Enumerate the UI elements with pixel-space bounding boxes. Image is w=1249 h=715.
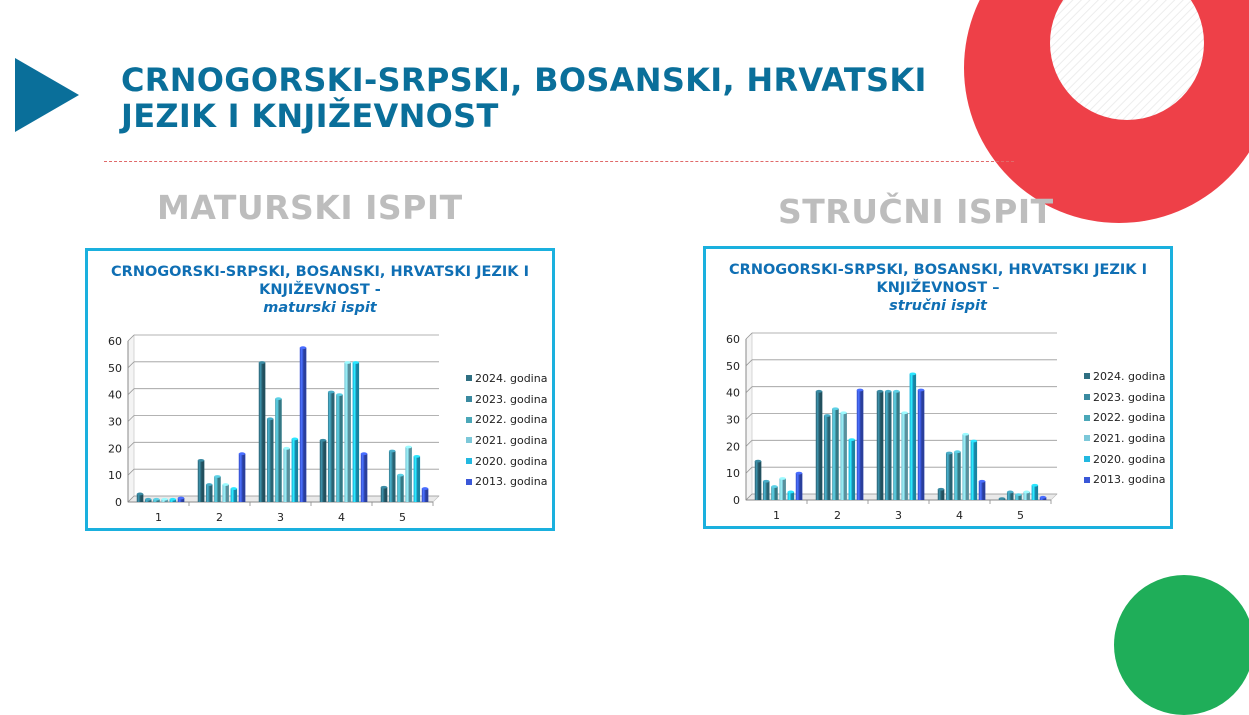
bar bbox=[414, 455, 421, 502]
bar-cap bbox=[946, 452, 953, 455]
bar-cap bbox=[381, 486, 388, 489]
bar-shade bbox=[295, 439, 298, 502]
y-tick-label: 20 bbox=[726, 440, 740, 454]
bar-highlight bbox=[756, 461, 757, 500]
legend-swatch bbox=[466, 417, 472, 423]
bar-shade bbox=[982, 481, 985, 500]
bar-highlight bbox=[207, 485, 208, 502]
bar-cap bbox=[300, 346, 307, 349]
bar-shade bbox=[819, 391, 822, 500]
bar bbox=[946, 452, 953, 500]
bar-cap bbox=[153, 498, 160, 501]
bar bbox=[328, 391, 335, 502]
legend-label: 2023. godina bbox=[1093, 390, 1166, 404]
bar-highlight bbox=[423, 489, 424, 502]
bar-cap bbox=[283, 447, 290, 450]
bar bbox=[857, 389, 864, 500]
bar bbox=[971, 440, 978, 500]
legend-label: 2023. godina bbox=[475, 392, 548, 406]
bar-shade bbox=[356, 362, 359, 502]
bar bbox=[239, 452, 246, 502]
x-tick-label: 4 bbox=[956, 509, 963, 522]
bar bbox=[137, 493, 144, 502]
bar bbox=[779, 477, 786, 500]
heading-strucni-ispit: STRUČNI ISPIT bbox=[778, 192, 1054, 231]
legend-swatch bbox=[1084, 415, 1090, 421]
bar-highlight bbox=[199, 460, 200, 502]
bar-shade bbox=[234, 489, 237, 502]
bar-cap bbox=[971, 440, 978, 443]
bar-cap bbox=[275, 397, 282, 400]
bar-shade bbox=[401, 475, 404, 502]
bar-shade bbox=[1035, 485, 1038, 500]
y-tick-label: 50 bbox=[108, 361, 122, 375]
bar-shade bbox=[201, 460, 204, 502]
bar-highlight bbox=[276, 399, 277, 502]
bar-highlight bbox=[886, 391, 887, 500]
bar bbox=[206, 483, 213, 502]
bar-shade bbox=[828, 415, 831, 500]
title-divider bbox=[104, 161, 1014, 162]
legend-swatch bbox=[1084, 477, 1090, 483]
bar-highlight bbox=[1033, 485, 1034, 500]
bar bbox=[283, 447, 290, 502]
bar-cap bbox=[137, 493, 144, 496]
bar-highlight bbox=[268, 419, 269, 502]
bar-cap bbox=[239, 452, 246, 455]
bar-shade bbox=[287, 448, 290, 502]
legend-item bbox=[1084, 407, 1165, 428]
bar bbox=[816, 390, 823, 500]
legend-label: 2020. godina bbox=[475, 454, 548, 468]
bar-cap bbox=[414, 455, 421, 458]
bar-cap bbox=[910, 372, 917, 375]
x-tick-label: 1 bbox=[773, 509, 780, 522]
chart-title-main: CRNOGORSKI-SRPSKI, BOSANSKI, HRVATSKI JEZIK I KNJIŽEVNOST - bbox=[111, 264, 529, 298]
bar bbox=[877, 390, 884, 500]
bar-highlight bbox=[894, 391, 895, 500]
bar bbox=[788, 491, 795, 500]
bar-cap bbox=[389, 450, 396, 453]
bar bbox=[292, 438, 299, 502]
bar bbox=[999, 497, 1006, 500]
bar-cap bbox=[1015, 493, 1022, 496]
y-tick-label: 10 bbox=[726, 467, 740, 481]
slide-title: CRNOGORSKI-SRPSKI, BOSANSKI, HRVATSKI JEZIK I KNJIŽEVNOST bbox=[121, 61, 927, 135]
bar-shade bbox=[799, 473, 802, 500]
bar-cap bbox=[918, 389, 925, 392]
chart-maturski bbox=[85, 248, 555, 531]
y-tick-label: 0 bbox=[733, 494, 740, 507]
bar bbox=[381, 486, 388, 502]
bar bbox=[1040, 496, 1047, 500]
x-tick-label: 1 bbox=[155, 511, 162, 524]
bar-cap bbox=[397, 474, 404, 477]
bar-highlight bbox=[346, 362, 347, 502]
bar-cap bbox=[763, 480, 770, 483]
bar-shade bbox=[889, 391, 892, 500]
bar-highlight bbox=[772, 487, 773, 500]
heading-maturski-ispit: MATURSKI ISPIT bbox=[157, 188, 463, 227]
bar bbox=[320, 439, 327, 502]
bar-cap bbox=[938, 488, 945, 491]
bar-cap bbox=[292, 438, 299, 441]
bar bbox=[336, 393, 343, 502]
bar-cap bbox=[1007, 491, 1014, 494]
y-tick-label: 60 bbox=[726, 333, 740, 346]
bar bbox=[397, 474, 404, 502]
bar bbox=[344, 361, 351, 502]
legend-label: 2022. godina bbox=[1093, 411, 1166, 425]
x-tick-label: 4 bbox=[338, 511, 345, 524]
bar-shade bbox=[905, 413, 908, 500]
bar-shade bbox=[364, 454, 367, 502]
legend-item bbox=[1084, 428, 1165, 449]
legend-swatch bbox=[1084, 394, 1090, 400]
bar-cap bbox=[405, 446, 412, 449]
bar-shade bbox=[218, 477, 221, 502]
bar-shade bbox=[966, 434, 969, 500]
bar bbox=[161, 498, 168, 502]
bar-cap bbox=[954, 450, 961, 453]
bar-cap bbox=[145, 498, 152, 501]
bar-cap bbox=[178, 497, 185, 500]
bar-highlight bbox=[329, 392, 330, 502]
bar-shade bbox=[226, 485, 229, 502]
bar bbox=[962, 433, 969, 500]
green-circle-decoration bbox=[1114, 575, 1249, 715]
legend-item bbox=[466, 389, 547, 410]
bar-highlight bbox=[825, 415, 826, 500]
legend-label: 2020. godina bbox=[1093, 452, 1166, 466]
bar bbox=[153, 498, 160, 502]
bar bbox=[198, 459, 205, 502]
bar bbox=[954, 450, 961, 500]
bar-cap bbox=[979, 480, 986, 483]
bar-shade bbox=[271, 419, 274, 502]
bar-shade bbox=[775, 487, 778, 500]
bar-cap bbox=[361, 452, 368, 455]
legend-swatch bbox=[466, 479, 472, 485]
bar bbox=[1015, 493, 1022, 500]
legend-item bbox=[466, 451, 547, 472]
bar-cap bbox=[849, 438, 856, 441]
bar-cap bbox=[231, 487, 238, 490]
bar-shade bbox=[852, 440, 855, 500]
legend-swatch bbox=[466, 375, 472, 381]
bar-cap bbox=[170, 498, 177, 501]
bar-highlight bbox=[240, 454, 241, 502]
bar-cap bbox=[824, 414, 831, 417]
legend-item bbox=[466, 471, 547, 492]
bar-highlight bbox=[797, 473, 798, 500]
bar-highlight bbox=[964, 434, 965, 500]
bar-cap bbox=[1023, 491, 1030, 494]
y-tick-label: 40 bbox=[726, 386, 740, 400]
bar-shade bbox=[758, 461, 761, 500]
bar bbox=[170, 498, 177, 502]
bar bbox=[389, 450, 396, 502]
bar-shade bbox=[958, 452, 961, 500]
bar-shade bbox=[323, 440, 326, 502]
bar-shade bbox=[409, 447, 412, 502]
bar-shade bbox=[340, 395, 343, 502]
bar bbox=[361, 452, 368, 502]
legend-label: 2013. godina bbox=[1093, 473, 1166, 487]
red-ring-decoration bbox=[964, 0, 1249, 223]
bar-cap bbox=[267, 417, 274, 420]
chart-title-sub: stručni ispit bbox=[889, 298, 987, 314]
bar bbox=[275, 397, 282, 502]
bar-highlight bbox=[362, 454, 363, 502]
bar bbox=[832, 407, 839, 500]
bar-shade bbox=[279, 399, 282, 502]
bar-shade bbox=[210, 485, 213, 502]
bar-highlight bbox=[382, 487, 383, 502]
bar bbox=[353, 361, 360, 502]
bar bbox=[849, 438, 856, 500]
bar-cap bbox=[893, 390, 900, 393]
y-tick-label: 0 bbox=[115, 496, 122, 509]
legend-item bbox=[466, 430, 547, 451]
bar-highlight bbox=[947, 453, 948, 500]
bar-cap bbox=[422, 487, 429, 490]
legend-swatch bbox=[1084, 456, 1090, 462]
x-tick-label: 2 bbox=[216, 511, 223, 524]
bar-shade bbox=[836, 409, 839, 500]
bar-cap bbox=[328, 391, 335, 394]
bar bbox=[1032, 484, 1039, 500]
bar-highlight bbox=[285, 448, 286, 502]
bar bbox=[979, 480, 986, 500]
y-tick-label: 30 bbox=[108, 415, 122, 429]
bar-cap bbox=[344, 361, 351, 364]
bar-cap bbox=[832, 407, 839, 410]
bar-highlight bbox=[878, 391, 879, 500]
bar-cap bbox=[877, 390, 884, 393]
play-arrow-icon bbox=[15, 58, 79, 132]
chart-legend bbox=[1084, 366, 1165, 490]
bar-shade bbox=[950, 453, 953, 500]
bar-cap bbox=[885, 390, 892, 393]
bar-cap bbox=[796, 472, 803, 475]
y-tick-label: 30 bbox=[726, 413, 740, 427]
bar-shade bbox=[384, 487, 387, 502]
legend-item bbox=[1084, 387, 1165, 408]
bar-shade bbox=[844, 413, 847, 500]
bar-highlight bbox=[939, 489, 940, 500]
bar-shade bbox=[921, 390, 924, 500]
chart-title-main: CRNOGORSKI-SRPSKI, BOSANSKI, HRVATSKI JEZIK I KNJIŽEVNOST – bbox=[729, 262, 1147, 296]
bar-highlight bbox=[817, 391, 818, 500]
legend-swatch bbox=[466, 437, 472, 443]
bar-highlight bbox=[415, 456, 416, 502]
bar-cap bbox=[198, 459, 205, 462]
bar-highlight bbox=[858, 390, 859, 500]
bar bbox=[840, 411, 847, 500]
bar-cap bbox=[206, 483, 213, 486]
bar bbox=[918, 389, 925, 500]
legend-item bbox=[1084, 449, 1165, 470]
y-tick-label: 60 bbox=[108, 335, 122, 348]
bar-highlight bbox=[398, 475, 399, 502]
bar bbox=[938, 488, 945, 500]
bar-shade bbox=[417, 456, 420, 502]
bar-shade bbox=[880, 391, 883, 500]
bar-highlight bbox=[390, 451, 391, 502]
bar-highlight bbox=[260, 362, 261, 502]
bar bbox=[1007, 491, 1014, 500]
bar bbox=[910, 372, 917, 500]
bar-shade bbox=[860, 390, 863, 500]
bar-cap bbox=[816, 390, 823, 393]
y-tick-label: 50 bbox=[726, 359, 740, 373]
bar-highlight bbox=[354, 362, 355, 502]
bar-shade bbox=[941, 489, 944, 500]
bar-shade bbox=[913, 374, 916, 500]
bar-shade bbox=[332, 392, 335, 502]
bar-cap bbox=[259, 361, 266, 364]
legend-item bbox=[466, 368, 547, 389]
legend-swatch bbox=[1084, 373, 1090, 379]
legend-label: 2024. godina bbox=[475, 371, 548, 385]
bar-highlight bbox=[293, 439, 294, 502]
legend-label: 2021. godina bbox=[1093, 431, 1166, 445]
bar-highlight bbox=[911, 374, 912, 500]
bar bbox=[222, 483, 229, 502]
bar bbox=[178, 497, 185, 502]
bar-cap bbox=[999, 497, 1006, 500]
bar-highlight bbox=[407, 447, 408, 502]
bar-cap bbox=[779, 477, 786, 480]
chart-title-sub: maturski ispit bbox=[263, 300, 377, 316]
bar bbox=[259, 361, 266, 502]
bar bbox=[267, 417, 274, 502]
bar bbox=[796, 472, 803, 500]
bar-cap bbox=[222, 483, 229, 486]
bar-shade bbox=[262, 362, 265, 502]
bar-highlight bbox=[980, 481, 981, 500]
legend-item bbox=[1084, 366, 1165, 387]
bar-cap bbox=[320, 439, 327, 442]
bar-highlight bbox=[850, 440, 851, 500]
bar bbox=[214, 475, 221, 502]
bar-cap bbox=[1040, 496, 1047, 499]
bar bbox=[145, 498, 152, 502]
bar bbox=[893, 390, 900, 500]
bar bbox=[824, 414, 831, 500]
legend-label: 2024. godina bbox=[1093, 369, 1166, 383]
bar-highlight bbox=[919, 390, 920, 500]
bar-highlight bbox=[903, 413, 904, 500]
bar bbox=[405, 446, 412, 502]
bar bbox=[763, 480, 770, 500]
legend-swatch bbox=[466, 458, 472, 464]
bar bbox=[231, 487, 238, 502]
x-tick-label: 3 bbox=[895, 509, 902, 522]
bar-highlight bbox=[781, 479, 782, 500]
bar-highlight bbox=[224, 485, 225, 502]
bar-highlight bbox=[842, 413, 843, 500]
bar bbox=[901, 411, 908, 500]
legend-label: 2021. godina bbox=[475, 433, 548, 447]
bar-cap bbox=[840, 411, 847, 414]
y-tick-label: 10 bbox=[108, 469, 122, 483]
chart-strucni bbox=[703, 246, 1173, 529]
bar-highlight bbox=[764, 481, 765, 500]
bar-shade bbox=[348, 362, 351, 502]
bar-highlight bbox=[833, 409, 834, 500]
bar bbox=[755, 460, 762, 500]
x-tick-label: 5 bbox=[399, 511, 406, 524]
legend-swatch bbox=[1084, 435, 1090, 441]
bar-cap bbox=[857, 389, 864, 392]
x-tick-label: 5 bbox=[1017, 509, 1024, 522]
bar-cap bbox=[161, 498, 168, 501]
bar-cap bbox=[336, 393, 343, 396]
bar-cap bbox=[901, 411, 908, 414]
x-tick-label: 2 bbox=[834, 509, 841, 522]
bar-cap bbox=[788, 491, 795, 494]
bar-highlight bbox=[232, 489, 233, 502]
legend-swatch bbox=[466, 396, 472, 402]
bar bbox=[300, 346, 307, 502]
bar-highlight bbox=[972, 441, 973, 500]
bar bbox=[1023, 491, 1030, 500]
x-tick-label: 3 bbox=[277, 511, 284, 524]
bar-cap bbox=[353, 361, 360, 364]
chart-legend bbox=[466, 368, 547, 492]
bar bbox=[422, 487, 429, 502]
bar-cap bbox=[214, 475, 221, 478]
bar-cap bbox=[771, 485, 778, 488]
y-tick-label: 20 bbox=[108, 442, 122, 456]
y-tick-label: 40 bbox=[108, 388, 122, 402]
bar-highlight bbox=[321, 440, 322, 502]
bar-cap bbox=[755, 460, 762, 463]
legend-label: 2022. godina bbox=[475, 413, 548, 427]
bar-highlight bbox=[337, 395, 338, 502]
bar-shade bbox=[897, 391, 900, 500]
legend-item bbox=[466, 409, 547, 430]
bar-cap bbox=[962, 433, 969, 436]
bar-shade bbox=[783, 479, 786, 500]
bar-shade bbox=[242, 454, 245, 502]
legend-label: 2013. godina bbox=[475, 475, 548, 489]
bar-shade bbox=[393, 451, 396, 502]
bar-highlight bbox=[955, 452, 956, 500]
bar bbox=[885, 390, 892, 500]
bar-highlight bbox=[301, 348, 302, 502]
bar bbox=[771, 485, 778, 500]
bar-shade bbox=[767, 481, 770, 500]
legend-item bbox=[1084, 469, 1165, 490]
bar-shade bbox=[425, 489, 428, 502]
bar-cap bbox=[1032, 484, 1039, 487]
bar-shade bbox=[974, 441, 977, 500]
bar-highlight bbox=[215, 477, 216, 502]
bar-shade bbox=[303, 348, 306, 502]
